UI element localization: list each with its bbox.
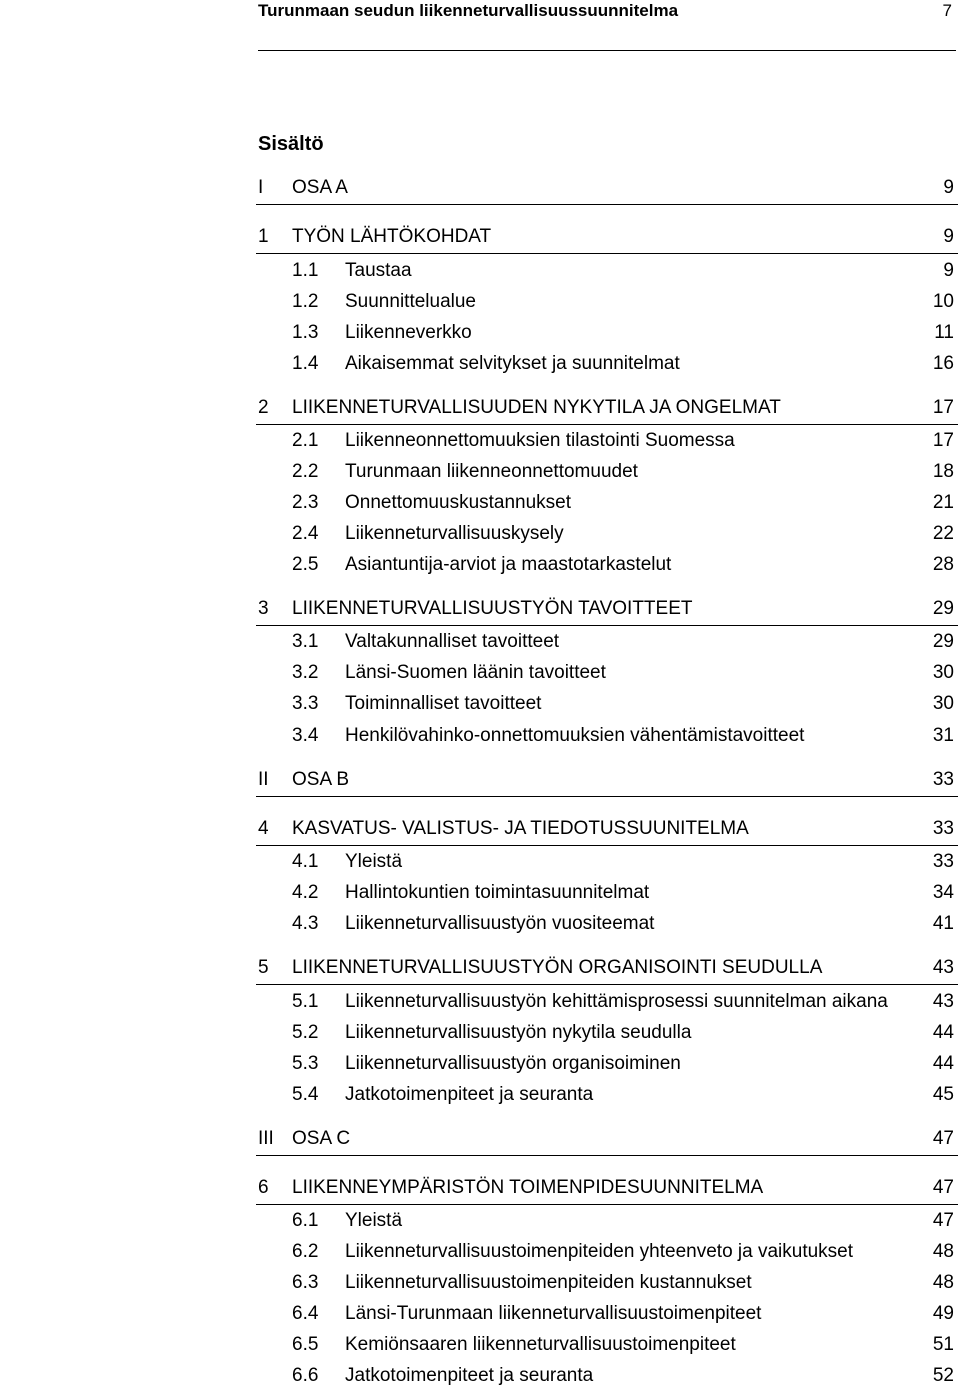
toc-entry-row — [256, 990, 958, 1014]
toc-number: 5.1 — [292, 991, 319, 1012]
toc-number: 2.1 — [292, 430, 319, 451]
toc-title: Liikenneturvallisuustyön nykytila seudulla — [345, 1022, 692, 1043]
toc-page: 47 — [932, 1128, 954, 1149]
toc-entry-row — [256, 460, 958, 484]
toc-title: Liikenneverkko — [345, 322, 472, 343]
toc-number: 5.3 — [292, 1053, 319, 1074]
toc-entry-row — [256, 1209, 958, 1233]
toc-page: 30 — [932, 693, 954, 714]
toc-number: 1.2 — [292, 291, 319, 312]
toc-entry-row — [256, 1364, 958, 1388]
toc-page: 49 — [932, 1303, 954, 1324]
toc-title: Turunmaan liikenneonnettomuudet — [345, 461, 638, 482]
toc-number: 3.3 — [292, 693, 319, 714]
toc-title: OSA A — [292, 177, 348, 198]
toc-page: 17 — [932, 430, 954, 451]
toc-page: 48 — [932, 1272, 954, 1293]
toc-number: 5 — [258, 957, 269, 978]
toc-title: Onnettomuuskustannukset — [345, 492, 572, 513]
toc-title: Aikaisemmat selvitykset ja suunnitelmat — [345, 353, 680, 374]
toc-heading: Sisältö — [258, 133, 324, 155]
toc-title: Asiantuntija-arviot ja maastotarkastelut — [345, 554, 672, 575]
toc-entry-row — [256, 1021, 958, 1045]
toc-entry-row — [256, 912, 958, 936]
toc-number: 3 — [258, 598, 269, 619]
toc-page: 29 — [932, 631, 954, 652]
toc-entry-row — [256, 259, 958, 283]
toc-title: LIIKENNETURVALLISUUSTYÖN ORGANISOINTI SEUDULLA — [292, 957, 823, 978]
toc-number: 3.4 — [292, 725, 319, 746]
toc-page: 18 — [932, 461, 954, 482]
toc-number: 6 — [258, 1177, 269, 1198]
toc-page: 33 — [932, 818, 954, 839]
toc-number: 4 — [258, 818, 269, 839]
toc-number: 6.5 — [292, 1334, 319, 1355]
toc-title: Hallintokuntien toimintasuunnitelmat — [345, 882, 650, 903]
toc-number: I — [258, 177, 264, 198]
toc-title: Länsi-Suomen läänin tavoitteet — [345, 662, 606, 683]
toc-page: 11 — [934, 322, 954, 343]
toc-entry-row — [256, 692, 958, 716]
toc-page: 21 — [932, 492, 954, 513]
toc-page: 9 — [943, 177, 954, 198]
toc-page: 44 — [932, 1022, 954, 1043]
toc-page: 44 — [932, 1053, 954, 1074]
toc-number: 5.2 — [292, 1022, 319, 1043]
toc-entry-row — [256, 850, 958, 874]
toc-page: 31 — [932, 725, 954, 746]
toc-number: 2.2 — [292, 461, 319, 482]
page-header — [258, 0, 956, 51]
toc-number: 3.1 — [292, 631, 319, 652]
toc-number: 6.6 — [292, 1365, 319, 1386]
toc-section-row — [256, 176, 958, 205]
toc-title: Yleistä — [345, 851, 403, 872]
toc-number: 5.4 — [292, 1084, 319, 1105]
toc-title: Kemiönsaaren liikenneturvallisuustoimenpiteet — [345, 1334, 736, 1355]
toc-number: 6.2 — [292, 1241, 319, 1262]
toc-page: 41 — [932, 913, 954, 934]
toc-page: 22 — [932, 523, 954, 544]
toc-title: LIIKENNEYMPÄRISTÖN TOIMENPIDESUUNNITELMA — [292, 1177, 764, 1198]
toc-entry-row — [256, 429, 958, 453]
toc-title: LIIKENNETURVALLISUUDEN NYKYTILA JA ONGELMAT — [292, 397, 781, 418]
toc-title: Liikenneturvallisuustyön kehittämisprosessi suunnitelman aikana — [345, 991, 888, 1012]
toc-section-row — [256, 817, 958, 846]
toc-page: 34 — [932, 882, 954, 903]
toc-title: Henkilövahinko-onnettomuuksien vähentämistavoitteet — [345, 725, 805, 746]
toc-title: Liikenneturvallisuuskysely — [345, 523, 564, 544]
toc-entry-row — [256, 1302, 958, 1326]
toc-title: OSA C — [292, 1128, 351, 1149]
toc-entry-row — [256, 522, 958, 546]
toc-entry-row — [256, 321, 958, 345]
toc-number: 1.1 — [292, 260, 319, 281]
toc-title: Liikenneturvallisuustoimenpiteiden kustannukset — [345, 1272, 752, 1293]
toc-section-row — [256, 225, 958, 254]
toc-page: 48 — [932, 1241, 954, 1262]
toc-page: 47 — [932, 1210, 954, 1231]
toc-number: 2 — [258, 397, 269, 418]
toc-title: Liikenneturvallisuustyön vuositeemat — [345, 913, 655, 934]
toc-entry-row — [256, 724, 958, 748]
toc-page: 51 — [932, 1334, 954, 1355]
toc-number: III — [258, 1128, 274, 1149]
toc-number: 2.5 — [292, 554, 319, 575]
toc-page: 17 — [932, 397, 954, 418]
toc-entry-row — [256, 661, 958, 685]
toc-entry-row — [256, 1052, 958, 1076]
toc-entry-row — [256, 352, 958, 376]
toc-entry-row — [256, 553, 958, 577]
toc-section-row — [256, 768, 958, 797]
toc-number: 6.1 — [292, 1210, 319, 1231]
toc-title: Länsi-Turunmaan liikenneturvallisuustoimenpiteet — [345, 1303, 762, 1324]
toc-number: 6.4 — [292, 1303, 319, 1324]
toc-title: Jatkotoimenpiteet ja seuranta — [345, 1365, 594, 1386]
toc-number: 2.4 — [292, 523, 319, 544]
toc-title: Toiminnalliset tavoitteet — [345, 693, 542, 714]
toc-page: 9 — [943, 226, 954, 247]
toc-entry-row — [256, 881, 958, 905]
toc-title: KASVATUS- VALISTUS- JA TIEDOTUSSUUNITELMA — [292, 818, 749, 839]
toc-title: Liikenneturvallisuustyön organisoiminen — [345, 1053, 681, 1074]
toc-entry-row — [256, 630, 958, 654]
toc-entry-row — [256, 1333, 958, 1357]
page-number: 7 — [942, 1, 952, 20]
toc-page: 16 — [932, 353, 954, 374]
toc-page: 30 — [932, 662, 954, 683]
toc-section-row — [256, 1176, 958, 1205]
toc-entry-row — [256, 1240, 958, 1264]
toc-entry-row — [256, 491, 958, 515]
toc-page: 9 — [943, 260, 954, 281]
document-title: Turunmaan seudun liikenneturvallisuussuunnitelma — [258, 1, 679, 20]
toc-title: Jatkotoimenpiteet ja seuranta — [345, 1084, 594, 1105]
toc-number: 1.4 — [292, 353, 319, 374]
toc-section-row — [256, 1127, 958, 1156]
toc-page: 52 — [932, 1365, 954, 1386]
toc-section-row — [256, 396, 958, 425]
toc-number: 6.3 — [292, 1272, 319, 1293]
toc-page: 43 — [932, 957, 954, 978]
toc-title: Valtakunnalliset tavoitteet — [345, 631, 560, 652]
toc-section-row — [256, 597, 958, 626]
toc-number: 4.1 — [292, 851, 319, 872]
toc-page: 33 — [932, 851, 954, 872]
toc-page: 47 — [932, 1177, 954, 1198]
toc-entry-row — [256, 1083, 958, 1107]
toc-number: 1.3 — [292, 322, 319, 343]
toc-number: 3.2 — [292, 662, 319, 683]
toc-title: Liikenneonnettomuuksien tilastointi Suomessa — [345, 430, 735, 451]
toc-page: 29 — [932, 598, 954, 619]
toc-number: 1 — [258, 226, 269, 247]
toc-page: 43 — [932, 991, 954, 1012]
toc-page: 33 — [932, 769, 954, 790]
toc-title: LIIKENNETURVALLISUUSTYÖN TAVOITTEET — [292, 598, 693, 619]
toc-number: 4.3 — [292, 913, 319, 934]
toc-number: 2.3 — [292, 492, 319, 513]
toc-page: 45 — [932, 1084, 954, 1105]
toc-title: Suunnittelualue — [345, 291, 476, 312]
toc-number: 4.2 — [292, 882, 319, 903]
toc-title: Taustaa — [345, 260, 412, 281]
toc-entry-row — [256, 290, 958, 314]
toc-title: Yleistä — [345, 1210, 403, 1231]
toc-title: Liikenneturvallisuustoimenpiteiden yhteenveto ja vaikutukset — [345, 1241, 854, 1262]
toc-title: OSA B — [292, 769, 350, 790]
toc-entry-row — [256, 1271, 958, 1295]
toc-page: 28 — [932, 554, 954, 575]
toc-page: 10 — [932, 291, 954, 312]
toc-number: II — [258, 769, 269, 790]
toc-section-row — [256, 956, 958, 985]
toc-title: TYÖN LÄHTÖKOHDAT — [292, 226, 492, 247]
